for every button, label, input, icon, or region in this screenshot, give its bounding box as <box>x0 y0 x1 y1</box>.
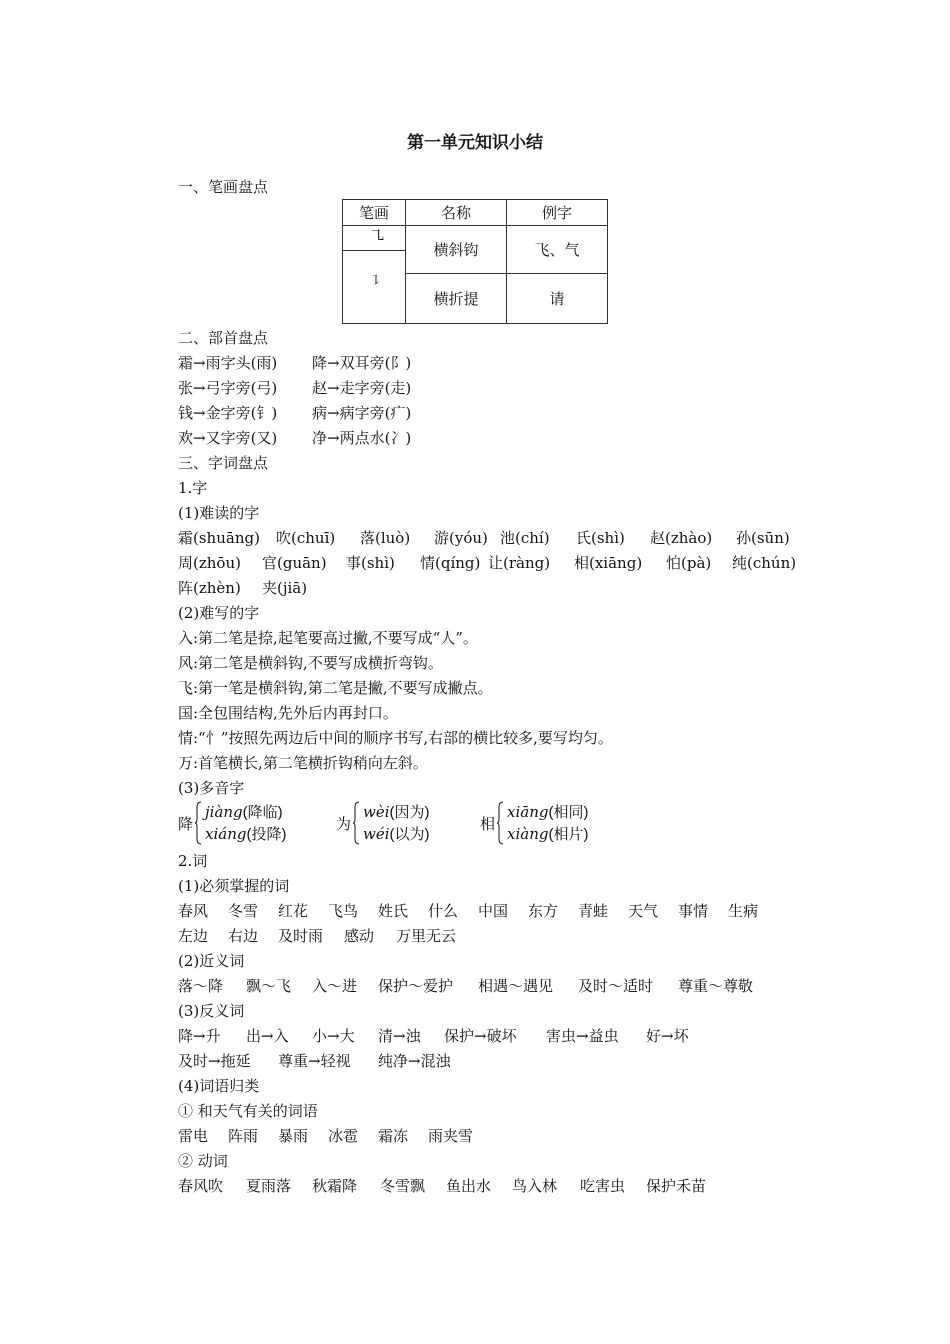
antonym-pair: 及时→拖延 <box>178 1052 251 1070</box>
word-item: 右边 <box>228 927 259 945</box>
radical-item: 病→病字旁(疒) <box>312 404 412 422</box>
reading-example: (以为) <box>389 826 430 843</box>
antonym-pair: 保护→破坏 <box>444 1027 517 1045</box>
word-item: 及时雨 <box>278 927 324 945</box>
word-line <box>178 901 758 921</box>
antonym-pair: 清→浊 <box>378 1027 421 1045</box>
synonym-pair: 及时～适时 <box>578 977 654 995</box>
pinyin-item: 落(luò) <box>360 529 411 547</box>
word-item: 天气 <box>628 902 659 920</box>
polyphone-group <box>178 801 328 847</box>
word-item: 冬雪飘 <box>380 1177 426 1195</box>
synonym-pair: 保护～爱护 <box>378 977 454 995</box>
word-item: 左边 <box>178 927 209 945</box>
word-item: 春风吹 <box>178 1177 224 1195</box>
polyphone-char: 相 <box>480 815 496 833</box>
pinyin-item: 池(chí) <box>500 529 550 547</box>
sub-heading-hard-to-write: (2)难写的字 <box>178 604 260 622</box>
radical-line <box>178 378 411 398</box>
pinyin-item: 霜(shuāng) <box>178 529 260 547</box>
brace-icon <box>497 801 504 845</box>
pinyin-item: 让(ràng) <box>488 554 551 572</box>
stroke-glyph-hengxiegou: ㇈ <box>369 226 386 245</box>
sub-heading-characters: 1.字 <box>178 479 208 497</box>
stroke-example: 飞、气 <box>507 226 608 274</box>
antonym-pair: 好→坏 <box>646 1027 689 1045</box>
word-item: 鱼出水 <box>446 1177 492 1195</box>
pinyin-reading: jiàng <box>205 803 243 821</box>
word-item: 暴雨 <box>278 1127 309 1145</box>
synonym-pair: 相遇～遇见 <box>478 977 554 995</box>
writing-note: 国:全包围结构,先外后内再封口。 <box>178 704 398 722</box>
radical-item: 降→双耳旁(阝) <box>312 354 412 372</box>
radical-item: 张→弓字旁(弓) <box>178 379 278 397</box>
pinyin-item: 游(yóu) <box>434 529 488 547</box>
table-header: 名称 <box>406 200 507 226</box>
reading-example: (相同) <box>548 804 589 821</box>
antonym-pair: 小→大 <box>312 1027 355 1045</box>
word-item: 万里无云 <box>396 927 457 945</box>
radical-item: 霜→雨字头(雨) <box>178 354 278 372</box>
word-item: 冰雹 <box>328 1127 359 1145</box>
sub-heading-words: 2.词 <box>178 852 208 870</box>
brace-icon <box>195 801 202 845</box>
word-item: 事情 <box>678 902 709 920</box>
pinyin-item: 官(guān) <box>262 554 327 572</box>
word-line <box>178 1176 706 1196</box>
word-item: 红花 <box>278 902 309 920</box>
word-item: 冬雪 <box>228 902 259 920</box>
pinyin-item: 赵(zhào) <box>650 529 713 547</box>
pinyin-line <box>178 553 796 573</box>
word-item: 生病 <box>728 902 759 920</box>
polyphone-group <box>336 801 476 847</box>
radical-item: 净→两点水(冫) <box>312 429 412 447</box>
section-heading-words: 三、字词盘点 <box>178 454 269 472</box>
pinyin-reading: xiāng <box>507 803 549 821</box>
pinyin-reading: xiàng <box>507 825 549 843</box>
antonym-pair: 降→升 <box>178 1027 221 1045</box>
antonym-pair: 纯净→混浊 <box>378 1052 451 1070</box>
word-line <box>178 1051 451 1071</box>
word-line <box>178 926 456 946</box>
word-item: 什么 <box>428 902 459 920</box>
stroke-table <box>342 199 608 324</box>
word-item: 鸟入林 <box>512 1177 558 1195</box>
word-item: 雷电 <box>178 1127 209 1145</box>
table-header: 笔画 <box>343 200 406 226</box>
stroke-glyph-hengzheti: ㇊ <box>369 273 383 289</box>
reading-example: (相片) <box>548 826 589 843</box>
reading-example: (因为) <box>389 804 430 821</box>
pinyin-item: 夹(jiā) <box>262 579 308 597</box>
brace-icon <box>353 801 360 845</box>
polyphone-char: 为 <box>336 815 352 833</box>
writing-note: 入:第二笔是捺,起笔要高过撇,不要写成“人”。 <box>178 629 478 647</box>
antonym-pair: 害虫→益虫 <box>546 1027 619 1045</box>
section-heading-radicals: 二、部首盘点 <box>178 329 269 347</box>
pinyin-line <box>178 528 790 548</box>
synonym-pair: 飘～飞 <box>246 977 292 995</box>
synonym-pair: 入～进 <box>312 977 358 995</box>
pinyin-item: 孙(sūn) <box>736 529 790 547</box>
word-item: 秋霜降 <box>312 1177 358 1195</box>
writing-note: 情:“忄”按照先两边后中间的顺序书写,右部的横比较多,要写均匀。 <box>178 729 613 747</box>
sub-heading-classification: (4)词语归类 <box>178 1077 260 1095</box>
sub-heading-antonyms: (3)反义词 <box>178 1002 245 1020</box>
pinyin-item: 情(qíng) <box>420 554 481 572</box>
word-item: 春风 <box>178 902 209 920</box>
page-title: 第一单元知识小结 <box>407 133 543 153</box>
stroke-name: 横折提 <box>406 274 507 324</box>
pinyin-item: 事(shì) <box>346 554 395 572</box>
pinyin-item: 相(xiāng) <box>574 554 643 572</box>
word-line <box>178 1126 473 1146</box>
word-line <box>178 1026 689 1046</box>
table-header: 例字 <box>507 200 608 226</box>
sub-heading-polyphonic: (3)多音字 <box>178 779 245 797</box>
word-item: 雨夹雪 <box>428 1127 474 1145</box>
pinyin-item: 怕(pà) <box>666 554 712 572</box>
word-item: 姓氏 <box>378 902 409 920</box>
antonym-pair: 出→入 <box>246 1027 289 1045</box>
pinyin-line <box>178 578 307 598</box>
word-item: 夏雨落 <box>246 1177 292 1195</box>
pinyin-item: 氏(shì) <box>576 529 625 547</box>
pinyin-item: 周(zhōu) <box>178 554 241 572</box>
word-item: 感动 <box>344 927 375 945</box>
stroke-cell-divider <box>343 250 405 251</box>
reading-example: (降临) <box>242 804 283 821</box>
word-line <box>178 976 753 996</box>
stroke-example: 请 <box>507 274 608 324</box>
word-item: 中国 <box>478 902 509 920</box>
pinyin-reading: xiáng <box>205 825 247 843</box>
writing-note: 万:首笔横长,第二笔横折钩稍向左斜。 <box>178 754 428 772</box>
category-title-verbs: ② 动词 <box>178 1152 228 1170</box>
word-item: 霜冻 <box>378 1127 409 1145</box>
sub-heading-hard-to-read: (1)难读的字 <box>178 504 260 522</box>
section-heading-strokes: 一、笔画盘点 <box>178 178 269 196</box>
word-item: 飞鸟 <box>328 902 359 920</box>
polyphone-char: 降 <box>178 815 194 833</box>
category-title-weather: ① 和天气有关的词语 <box>178 1102 318 1120</box>
radical-item: 赵→走字旁(走) <box>312 379 412 397</box>
sub-heading-synonyms: (2)近义词 <box>178 952 245 970</box>
word-item: 东方 <box>528 902 559 920</box>
stroke-cell <box>343 226 406 324</box>
radical-item: 钱→金字旁(钅) <box>178 404 278 422</box>
synonym-pair: 尊重～尊敬 <box>678 977 754 995</box>
writing-note: 风:第二笔是横斜钩,不要写成横折弯钩。 <box>178 654 443 672</box>
pinyin-item: 纯(chún) <box>732 554 797 572</box>
table-row <box>343 226 608 274</box>
synonym-pair: 落～降 <box>178 977 224 995</box>
pinyin-reading: wéi <box>363 825 390 843</box>
pinyin-item: 阵(zhèn) <box>178 579 241 597</box>
radical-line <box>178 428 411 448</box>
writing-note: 飞:第一笔是横斜钩,第二笔是撇,不要写成撇点。 <box>178 679 493 697</box>
radical-line <box>178 353 411 373</box>
radical-line <box>178 403 411 423</box>
pinyin-item: 吹(chuī) <box>276 529 336 547</box>
antonym-pair: 尊重→轻视 <box>278 1052 351 1070</box>
word-item: 青蛙 <box>578 902 609 920</box>
reading-example: (投降) <box>246 826 287 843</box>
table-header-row <box>343 200 608 226</box>
radical-item: 欢→又字旁(又) <box>178 429 278 447</box>
word-item: 保护禾苗 <box>646 1177 707 1195</box>
word-item: 吃害虫 <box>580 1177 626 1195</box>
word-item: 阵雨 <box>228 1127 259 1145</box>
pinyin-reading: wèi <box>363 803 390 821</box>
polyphone-group <box>480 801 630 847</box>
sub-heading-must-know: (1)必须掌握的词 <box>178 877 290 895</box>
stroke-name: 横斜钩 <box>406 226 507 274</box>
